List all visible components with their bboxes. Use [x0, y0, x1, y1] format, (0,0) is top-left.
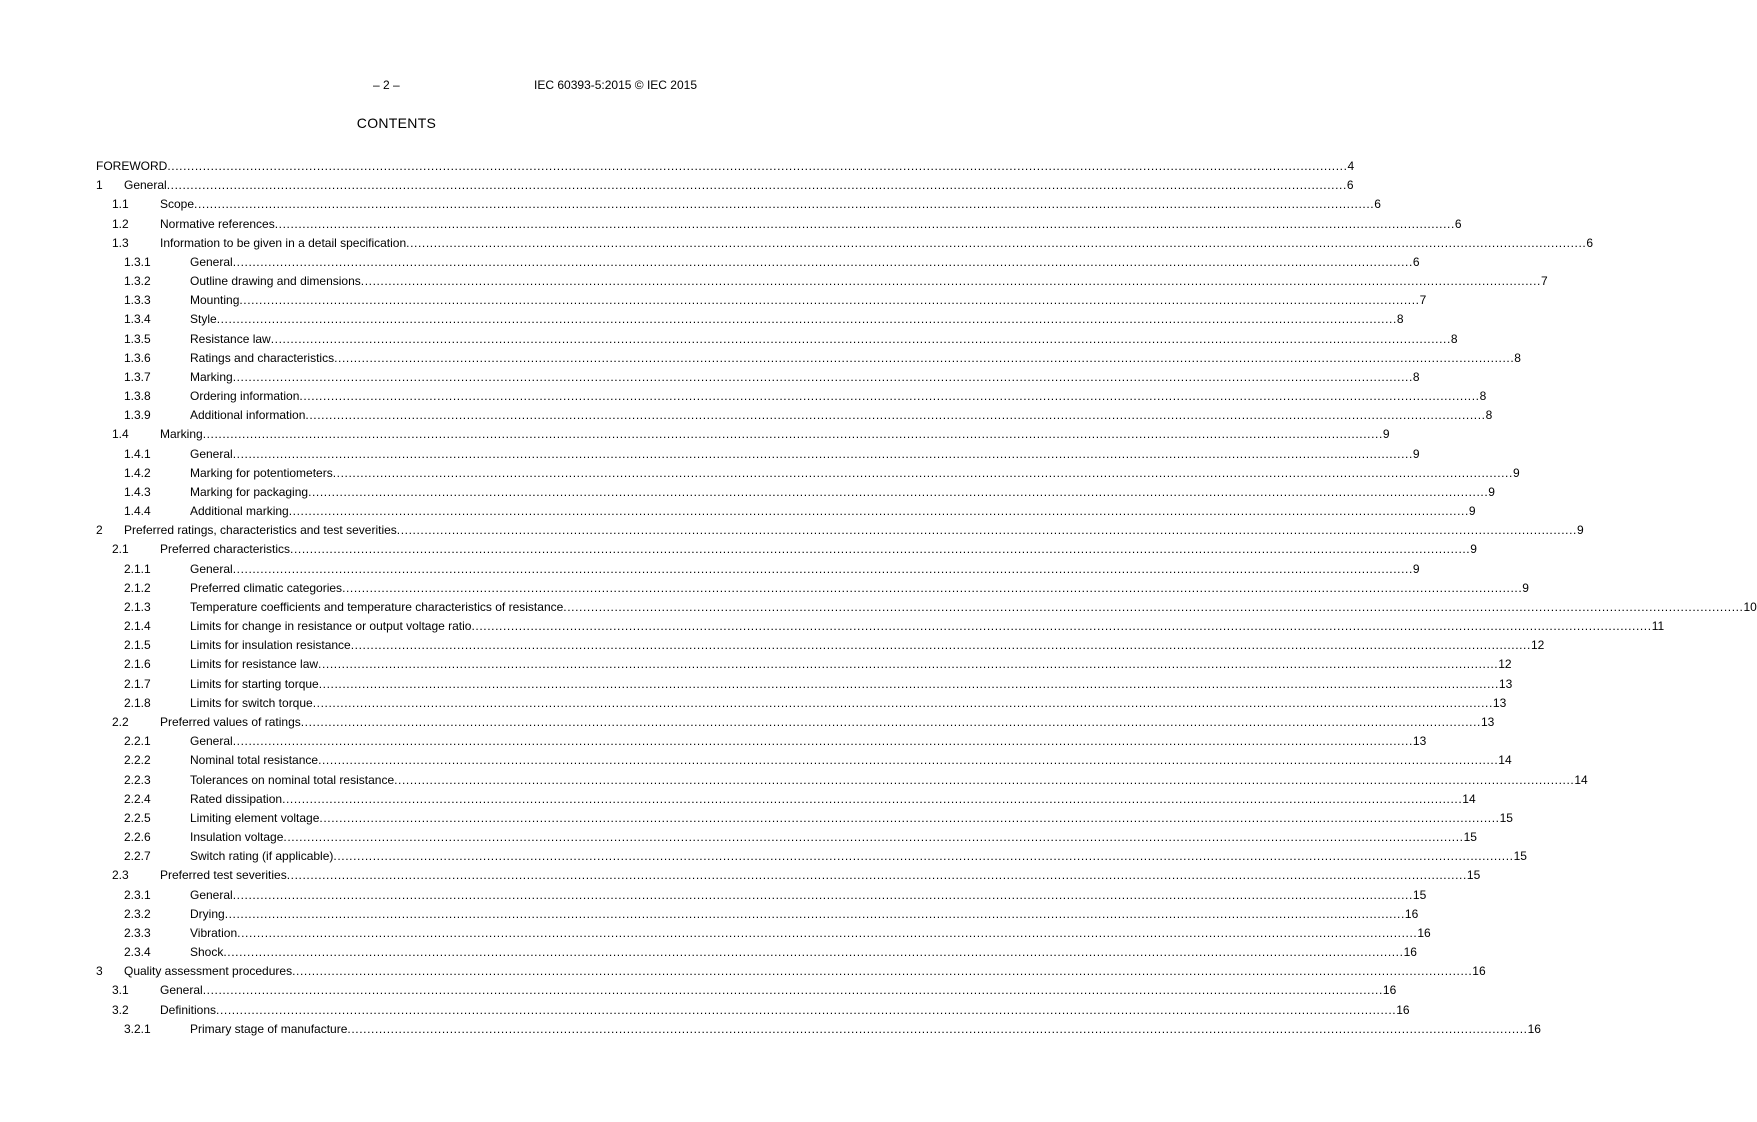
toc-entry-page: 16	[1382, 983, 1397, 998]
toc-entry-page: 15	[1499, 810, 1513, 825]
toc-entry-title: Marking	[160, 427, 203, 442]
dot-leader: ............................................................................................................................................................................................................................................................................................................	[232, 446, 1413, 461]
toc-entry-number: 3	[96, 964, 103, 979]
toc-entry-number: 1.3.1	[124, 254, 151, 269]
dot-leader: ............................................................................................................................................................................................................................................................................................................	[237, 925, 1418, 940]
toc-entry-line	[190, 368, 1420, 387]
toc-entry-line	[190, 579, 1529, 598]
toc-entry-line	[160, 425, 1390, 444]
dot-leader: ............................................................................................................................................................................................................................................................................................................	[286, 868, 1467, 883]
toc-entry-title: Preferred test severities	[160, 868, 287, 883]
toc-entry[interactable]	[96, 1020, 1541, 1039]
dot-leader: ............................................................................................................................................................................................................................................................................................................	[342, 580, 1523, 595]
dot-leader: ............................................................................................................................................................................................................................................................................................................	[350, 638, 1531, 653]
toc-entry-title: FOREWORD	[96, 159, 168, 173]
toc-entry-line	[190, 272, 1548, 291]
toc-entry-page: 16	[1404, 906, 1419, 921]
toc-entry-line	[190, 310, 1404, 329]
toc-entry-title: Scope	[160, 197, 195, 212]
toc-entry-number: 1.3	[112, 235, 129, 250]
toc-entry-number: 2.3.3	[124, 925, 151, 940]
toc-entry-page: 9	[1488, 484, 1495, 499]
page-number: – 2 –	[373, 78, 400, 92]
toc-entry-number: 1.4	[112, 427, 129, 442]
toc-entry-number: 2.3.1	[124, 887, 151, 902]
toc-entry-number: 1.3.4	[124, 312, 151, 327]
toc-entry[interactable]	[96, 330, 1458, 349]
toc-entry-page: 15	[1513, 849, 1527, 864]
toc-entry[interactable]	[96, 828, 1477, 847]
toc-entry[interactable]	[96, 425, 1390, 444]
toc-entry[interactable]	[96, 790, 1476, 809]
toc-entry-title: Insulation voltage	[190, 830, 284, 845]
toc-entry[interactable]	[96, 272, 1548, 291]
toc-entry-page: 13	[1492, 695, 1507, 710]
dot-leader: ............................................................................................................................................................................................................................................................................................................	[167, 159, 1348, 173]
toc-entry-line	[190, 847, 1527, 866]
toc-entry-line	[190, 445, 1420, 464]
toc-entry-line	[190, 809, 1513, 828]
toc-entry-line	[190, 483, 1495, 502]
toc-entry-title: Ordering information	[190, 389, 300, 404]
dot-leader: ............................................................................................................................................................................................................................................................................................................	[299, 389, 1480, 404]
toc-entry-title: Preferred ratings, characteristics and test severities	[124, 523, 397, 538]
toc-entry[interactable]	[96, 387, 1487, 406]
toc-entry-line	[190, 349, 1521, 368]
dot-leader: ............................................................................................................................................................................................................................................................................................................	[202, 427, 1383, 442]
toc-entry[interactable]	[96, 675, 1513, 694]
toc-entry-title: General	[124, 178, 167, 193]
dot-leader: ............................................................................................................................................................................................................................................................................................................	[471, 619, 1652, 634]
toc-entry-number: 2.1	[112, 542, 129, 557]
toc-entry-page: 9	[1522, 580, 1529, 595]
toc-entry-line	[190, 464, 1520, 483]
dot-leader: ............................................................................................................................................................................................................................................................................................................	[318, 676, 1499, 691]
toc-entry-number: 2.2.6	[124, 830, 151, 845]
toc-entry-page: 13	[1412, 734, 1427, 749]
toc-entry-page: 16	[1417, 925, 1431, 940]
dot-leader: ............................................................................................................................................................................................................................................................................................................	[406, 235, 1587, 250]
toc-entry-number: 2.1.4	[124, 619, 151, 634]
toc-entry-line	[190, 502, 1476, 521]
toc-entry-number: 2.2.5	[124, 810, 151, 825]
toc-entry[interactable]	[96, 809, 1513, 828]
toc-entry-page: 9	[1412, 561, 1420, 576]
dot-leader: ............................................................................................................................................................................................................................................................................................................	[334, 350, 1515, 365]
toc-entry-page: 12	[1498, 657, 1512, 672]
toc-entry-title: Limits for insulation resistance	[190, 638, 351, 653]
toc-entry-number: 1.3.9	[124, 408, 151, 423]
toc-entry[interactable]	[96, 981, 1397, 1000]
dot-leader: ............................................................................................................................................................................................................................................................................................................	[232, 369, 1413, 384]
toc-entry-page: 9	[1468, 504, 1476, 519]
toc-entry-line	[190, 387, 1487, 406]
toc-entry[interactable]	[96, 464, 1520, 483]
dot-leader: ............................................................................................................................................................................................................................................................................................................	[347, 1021, 1528, 1036]
toc-entry-line	[190, 694, 1507, 713]
dot-leader: ............................................................................................................................................................................................................................................................................................................	[318, 753, 1499, 768]
dot-leader: ............................................................................................................................................................................................................................................................................................................	[216, 1002, 1397, 1017]
toc-entry[interactable]	[96, 349, 1521, 368]
toc-entry-line	[190, 675, 1513, 694]
toc-entry-number: 2.1.3	[124, 599, 151, 614]
dot-leader: ............................................................................................................................................................................................................................................................................................................	[333, 849, 1514, 864]
toc-entry-line	[124, 176, 1354, 195]
toc-entry-number: 2.2.7	[124, 849, 151, 864]
toc-entry-number: 1.4.4	[124, 504, 151, 519]
toc-entry-title: Quality assessment procedures	[124, 964, 293, 979]
toc-entry-page: 16	[1527, 1021, 1541, 1036]
toc-entry-page: 6	[1374, 197, 1381, 212]
toc-entry-page: 14	[1462, 791, 1476, 806]
toc-entry-number: 2.2.3	[124, 772, 151, 787]
toc-entry-page: 8	[1412, 369, 1420, 384]
toc-entry-title: General	[190, 887, 233, 902]
toc-entry-page: 8	[1396, 312, 1404, 327]
toc-entry[interactable]	[96, 368, 1420, 387]
toc-entry-page: 13	[1498, 676, 1513, 691]
dot-leader: ............................................................................................................................................................................................................................................................................................................	[288, 504, 1469, 519]
dot-leader: ............................................................................................................................................................................................................................................................................................................	[223, 945, 1404, 960]
toc-entry-page: 7	[1540, 274, 1548, 289]
dot-leader: ............................................................................................................................................................................................................................................................................................................	[360, 274, 1541, 289]
toc-entry-line	[190, 617, 1665, 636]
page-header	[0, 78, 793, 94]
toc-entry-number: 2.2.1	[124, 734, 151, 749]
toc-entry-line	[160, 195, 1381, 214]
toc-entry[interactable]	[96, 943, 1417, 962]
toc-entry-page: 16	[1396, 1002, 1410, 1017]
toc-entry-title: Additional marking	[190, 504, 289, 519]
toc-entry-page: 11	[1651, 619, 1665, 634]
toc-entry[interactable]	[96, 694, 1507, 713]
toc-entry-title: General	[190, 254, 233, 269]
toc-entry-title: Definitions	[160, 1002, 217, 1017]
page-title: CONTENTS	[356, 115, 437, 131]
toc-entry-title: Resistance law	[190, 331, 271, 346]
toc-entry-title: Marking	[190, 369, 233, 384]
toc-entry-page: 16	[1472, 964, 1486, 979]
toc-entry-line	[190, 790, 1476, 809]
toc-entry-line	[190, 732, 1427, 751]
toc-entry[interactable]	[96, 751, 1512, 770]
toc-entry[interactable]	[96, 445, 1420, 464]
toc-entry-title: Preferred values of ratings	[160, 714, 301, 729]
toc-entry-line	[190, 406, 1493, 425]
toc-entry[interactable]	[96, 713, 1495, 732]
toc-entry-number: 2.1.1	[124, 561, 151, 576]
toc-entry-line	[190, 330, 1458, 349]
toc-entry-title: Tolerances on nominal total resistance	[190, 772, 395, 787]
toc-entry[interactable]	[96, 483, 1495, 502]
toc-entry[interactable]	[96, 866, 1481, 885]
toc-entry[interactable]	[96, 1001, 1410, 1020]
toc-entry-page: 8	[1479, 389, 1487, 404]
dot-leader: ............................................................................................................................................................................................................................................................................................................	[232, 254, 1413, 269]
dot-leader: ............................................................................................................................................................................................................................................................................................................	[332, 465, 1513, 480]
toc-entry-number: 1.3.2	[124, 274, 151, 289]
toc-entry-page: 16	[1403, 945, 1417, 960]
toc-entry[interactable]	[96, 905, 1419, 924]
toc-entry-title: Limits for starting torque	[190, 676, 319, 691]
toc-entry-line	[160, 1001, 1410, 1020]
toc-entry-number: 3.1	[112, 983, 129, 998]
toc-entry-line	[190, 828, 1477, 847]
toc-entry-number: 2.2.4	[124, 791, 151, 806]
dot-leader: ............................................................................................................................................................................................................................................................................................................	[312, 695, 1493, 710]
toc-entry-number: 2.1.5	[124, 638, 151, 653]
toc-entry-page: 6	[1346, 178, 1354, 193]
toc-entry-title: General	[190, 446, 233, 461]
toc-entry-number: 2.1.2	[124, 580, 151, 595]
dot-leader: ............................................................................................................................................................................................................................................................................................................	[282, 791, 1463, 806]
dot-leader: ............................................................................................................................................................................................................................................................................................................	[216, 312, 1397, 327]
toc-entry-page: 9	[1412, 446, 1420, 461]
toc-entry-title: Marking for packaging	[190, 484, 309, 499]
toc-entry-line	[190, 771, 1588, 790]
toc-entry[interactable]	[96, 847, 1527, 866]
toc-entry-title: Limits for switch torque	[190, 695, 313, 710]
toc-entry-number: 2.1.8	[124, 695, 151, 710]
dot-leader: ............................................................................................................................................................................................................................................................................................................	[232, 561, 1413, 576]
toc-entry-title: Mounting	[190, 293, 240, 308]
toc-entry-title: Switch rating (if applicable)	[190, 849, 334, 864]
toc-entry[interactable]	[96, 406, 1493, 425]
toc-entry-number: 1.1	[112, 197, 129, 212]
toc-entry[interactable]	[96, 215, 1462, 234]
dot-leader: ............................................................................................................................................................................................................................................................................................................	[292, 964, 1473, 979]
toc-entry-title: Drying	[190, 906, 225, 921]
toc-entry-number: 2.2.2	[124, 753, 151, 768]
toc-entry-title: General	[160, 983, 203, 998]
toc-entry-page: 13	[1480, 714, 1495, 729]
dot-leader: ............................................................................................................................................................................................................................................................................................................	[239, 293, 1420, 308]
toc-entry-title: Vibration	[190, 925, 238, 940]
toc-entry[interactable]	[96, 598, 1757, 617]
toc-entry-line	[124, 962, 1486, 981]
toc-entry-page: 9	[1512, 465, 1520, 480]
toc-entry[interactable]	[96, 502, 1476, 521]
dot-leader: ............................................................................................................................................................................................................................................................................................................	[300, 714, 1481, 729]
toc-entry-number: 1.3.3	[124, 293, 151, 308]
dot-leader: ............................................................................................................................................................................................................................................................................................................	[308, 484, 1489, 499]
toc-entry-line	[190, 751, 1512, 770]
dot-leader: ............................................................................................................................................................................................................................................................................................................	[232, 887, 1413, 902]
toc-entry[interactable]	[96, 176, 1354, 195]
toc-entry[interactable]	[96, 771, 1588, 790]
toc-entry[interactable]	[96, 310, 1404, 329]
toc-entry-title: Shock	[190, 945, 224, 960]
toc-entry-title: Style	[190, 312, 217, 327]
toc-entry-page: 15	[1463, 830, 1477, 845]
dot-leader: ............................................................................................................................................................................................................................................................................................................	[563, 599, 1744, 614]
toc-entry-page: 15	[1412, 887, 1427, 902]
toc-entry[interactable]	[96, 195, 1381, 214]
dot-leader: ............................................................................................................................................................................................................................................................................................................	[166, 178, 1347, 193]
dot-leader: ............................................................................................................................................................................................................................................................................................................	[194, 197, 1375, 212]
toc-entry-number: 2.3.4	[124, 945, 151, 960]
toc-entry-page: 6	[1586, 235, 1594, 250]
toc-entry-title: Normative references	[160, 216, 275, 231]
toc-entry[interactable]	[96, 636, 1545, 655]
toc-entry-number: 2	[96, 523, 103, 538]
toc-entry-number: 1.4.3	[124, 484, 151, 499]
dot-leader: ............................................................................................................................................................................................................................................................................................................	[305, 408, 1486, 423]
toc-entry-title: Primary stage of manufacture	[190, 1021, 348, 1036]
toc-entry-page: 14	[1574, 772, 1588, 787]
table-of-contents	[96, 157, 1757, 1039]
toc-entry-line	[124, 521, 1584, 540]
toc-entry-number: 2.1.6	[124, 657, 151, 672]
toc-entry-title: Information to be given in a detail specification	[160, 235, 407, 250]
toc-entry-line	[160, 866, 1481, 885]
toc-entry-title: Rated dissipation	[190, 791, 283, 806]
toc-entry-line	[160, 981, 1397, 1000]
toc-entry[interactable]	[96, 157, 1355, 176]
toc-entry-line	[160, 540, 1477, 559]
toc-entry-page: 9	[1576, 523, 1584, 538]
toc-entry[interactable]	[96, 253, 1420, 272]
toc-entry-title: Nominal total resistance	[190, 753, 319, 768]
toc-entry-page: 6	[1454, 216, 1462, 231]
dot-leader: ............................................................................................................................................................................................................................................................................................................	[224, 906, 1405, 921]
toc-entry-line	[160, 215, 1462, 234]
toc-entry-title: Outline drawing and dimensions	[190, 274, 361, 289]
toc-entry-page: 9	[1382, 427, 1390, 442]
toc-entry-number: 3.2	[112, 1002, 129, 1017]
toc-entry-line	[190, 291, 1427, 310]
dot-leader: ............................................................................................................................................................................................................................................................................................................	[290, 542, 1471, 557]
toc-entry-page: 9	[1470, 542, 1477, 557]
toc-entry-line	[190, 636, 1545, 655]
toc-entry-title: Ratings and characteristics	[190, 350, 335, 365]
toc-entry-page: 8	[1514, 350, 1521, 365]
toc-entry-number: 1.3.6	[124, 350, 151, 365]
toc-entry[interactable]	[96, 540, 1477, 559]
toc-entry-number: 2.3	[112, 868, 129, 883]
toc-entry-number: 2.3.2	[124, 906, 151, 921]
toc-entry-line	[190, 924, 1431, 943]
toc-entry-line	[190, 905, 1419, 924]
toc-entry-number: 1.4.1	[124, 446, 151, 461]
dot-leader: ............................................................................................................................................................................................................................................................................................................	[202, 983, 1383, 998]
toc-entry[interactable]	[96, 886, 1427, 905]
dot-leader: ............................................................................................................................................................................................................................................................................................................	[318, 657, 1499, 672]
toc-entry-page: 4	[1347, 159, 1355, 173]
toc-entry-title: Marking for potentiometers	[190, 465, 333, 480]
toc-entry-line	[190, 598, 1757, 617]
toc-entry-line	[190, 886, 1427, 905]
toc-entry-page: 8	[1485, 408, 1493, 423]
dot-leader: ............................................................................................................................................................................................................................................................................................................	[394, 772, 1575, 787]
dot-leader: ............................................................................................................................................................................................................................................................................................................	[232, 734, 1413, 749]
toc-entry-title: Limits for resistance law	[190, 657, 319, 672]
toc-entry-page: 6	[1412, 254, 1420, 269]
toc-entry-number: 1.3.8	[124, 389, 151, 404]
toc-entry-number: 1.3.5	[124, 331, 151, 346]
toc-entry[interactable]	[96, 291, 1427, 310]
toc-entry-title: Limiting element voltage	[190, 810, 320, 825]
toc-entry-line	[160, 713, 1495, 732]
toc-entry-line	[160, 234, 1594, 253]
toc-entry-line	[190, 253, 1420, 272]
toc-entry[interactable]	[96, 579, 1529, 598]
toc-entry-page: 7	[1419, 293, 1427, 308]
toc-entry[interactable]	[96, 521, 1584, 540]
dot-leader: ............................................................................................................................................................................................................................................................................................................	[270, 331, 1451, 346]
toc-entry[interactable]	[96, 924, 1431, 943]
dot-leader: ............................................................................................................................................................................................................................................................................................................	[274, 216, 1455, 231]
toc-entry-page: 10	[1743, 599, 1757, 614]
toc-entry-title: Temperature coefficients and temperature characteristics of resistance	[190, 599, 564, 614]
toc-entry-number: 1.2	[112, 216, 129, 231]
toc-entry-title: General	[190, 561, 233, 576]
toc-entry[interactable]	[96, 655, 1512, 674]
toc-entry-title: General	[190, 734, 233, 749]
toc-entry-line	[190, 943, 1417, 962]
toc-entry-line	[190, 655, 1512, 674]
dot-leader: ............................................................................................................................................................................................................................................................................................................	[396, 523, 1577, 538]
toc-entry[interactable]	[96, 732, 1427, 751]
toc-entry-page: 8	[1450, 331, 1458, 346]
toc-entry-number: 2.1.7	[124, 676, 151, 691]
toc-entry-title: Preferred characteristics	[160, 542, 291, 557]
toc-entry-page: 12	[1530, 638, 1545, 653]
toc-entry-title: Additional information	[190, 408, 306, 423]
toc-entry[interactable]	[96, 560, 1420, 579]
toc-entry-number: 3.2.1	[124, 1021, 151, 1036]
toc-entry-number: 1	[96, 178, 103, 193]
toc-entry-line	[190, 1020, 1541, 1039]
toc-entry[interactable]	[96, 234, 1594, 253]
document-id: IEC 60393-5:2015 © IEC 2015	[534, 78, 697, 92]
toc-entry-page: 14	[1498, 753, 1512, 768]
toc-entry[interactable]	[96, 617, 1665, 636]
toc-entry[interactable]	[96, 962, 1486, 981]
toc-entry-number: 2.2	[112, 714, 129, 729]
dot-leader: ............................................................................................................................................................................................................................................................................................................	[283, 830, 1464, 845]
toc-entry-title: Preferred climatic categories	[190, 580, 343, 595]
dot-leader: ............................................................................................................................................................................................................................................................................................................	[319, 810, 1500, 825]
toc-entry-page: 15	[1466, 868, 1481, 883]
toc-entry-number: 1.4.2	[124, 465, 151, 480]
toc-entry-line	[190, 560, 1420, 579]
toc-entry-number: 1.3.7	[124, 369, 151, 384]
toc-entry-title: Limits for change in resistance or output voltage ratio	[190, 619, 472, 634]
toc-entry-line	[96, 157, 1355, 176]
